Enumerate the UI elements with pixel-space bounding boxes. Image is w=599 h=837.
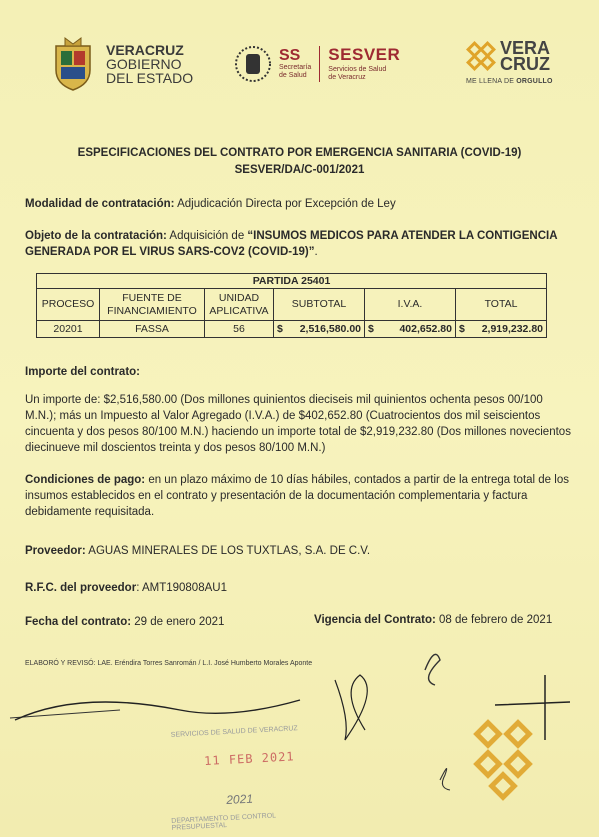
ss-sesver-logo (233, 44, 400, 84)
objeto-value-a: Adquisición de (166, 230, 248, 242)
col-proceso: PROCESO (37, 289, 100, 321)
condiciones-section (25, 472, 577, 520)
gov-name-line1: VERACRUZ (106, 42, 184, 58)
cell-total: $ 2,919,232.80 (456, 321, 547, 338)
table-row (37, 321, 547, 338)
proveedor-label: Proveedor: (25, 545, 86, 557)
vigencia-value: 08 de febrero de 2021 (435, 614, 553, 626)
ss-abbr: SS (279, 47, 301, 64)
gov-name-line2: GOBIERNO (106, 56, 182, 72)
stamp-year: 2021 (225, 791, 254, 808)
elaboro-footer: ELABORÓ Y REVISÓ: LAE. Eréndira Torres Sanromán / L.I. José Humberto Morales Aponte (25, 660, 313, 667)
objeto-value-c: . (314, 246, 318, 258)
modalidad-label: Modalidad de contratación: (25, 198, 175, 210)
sesver-line1: Servicios de Salud (328, 66, 387, 73)
sesver-line2: de Veracruz (328, 74, 366, 81)
partida-table (36, 273, 547, 338)
proveedor-value: AGUAS MINERALES DE LOS TUXTLAS, S.A. DE C.V. (85, 545, 371, 557)
importe-label: Importe del contrato: (25, 366, 141, 378)
vigencia-section (314, 612, 574, 628)
cell-fuente: FASSA (100, 321, 205, 338)
condiciones-label: Condiciones de pago: (25, 474, 146, 486)
fecha-section (25, 614, 305, 630)
contract-number: SESVER/DA/C-001/2021 (234, 164, 365, 176)
knot-watermark-icon (470, 716, 550, 806)
stamp-date: 11 FEB 2021 (203, 749, 295, 769)
brand-word-line2: CRUZ (500, 54, 550, 74)
reception-stamp (162, 716, 328, 834)
objeto-value-b: “INSUMOS MEDICOS PARA ATENDER LA CONTIGENCIA GENERADA POR EL VIRUS SARS-COV2 (COVID-19)” (25, 230, 558, 258)
ss-line2: de Salud (279, 72, 307, 79)
veracruz-brand-logo (466, 40, 553, 85)
ss-line1: Secretaría (279, 64, 312, 71)
knot-emblem-icon (466, 41, 496, 71)
fecha-value: 29 de enero 2021 (131, 616, 225, 628)
col-unidad: UNIDAD APLICATIVA (205, 289, 274, 321)
stamp-line-bottom: DEPARTAMENTO DE CONTROL PRESUPUESTAL (171, 812, 276, 832)
rfc-label: R.F.C. del proveedor (25, 582, 137, 594)
objeto-section (25, 228, 577, 260)
brand-word-line1: VERA (500, 38, 551, 58)
rfc-value: : AMT190808AU1 (136, 582, 227, 594)
cell-subtotal: $ 2,516,580.00 (274, 321, 365, 338)
cell-iva: $ 402,652.80 (365, 321, 456, 338)
modalidad-value: Adjudicación Directa por Excepción de Ley (174, 198, 396, 210)
objeto-label: Objeto de la contratación: (25, 230, 167, 242)
gov-name-line3: DEL ESTADO (106, 70, 194, 86)
col-total: TOTAL (456, 289, 547, 321)
modalidad-section (25, 196, 577, 212)
document-title: ESPECIFICACIONES DEL CONTRATO POR EMERGENCIA SANITARIA (COVID-19) (77, 147, 522, 159)
sesver-abbr: SESVER (328, 45, 401, 64)
logo-divider (319, 46, 320, 82)
importe-text: Un importe de: $2,516,580.00 (Dos millones quinientos dieciseis mil quinientos ochenta pesos 00/100 M.N.); más un Impuesto al Valor Agregado (I.V.A.) de $402,652.80 (Cuatrocientos dos mil seiscientos cincuenta y dos pesos 80/100 M.N.) haciendo un importe total de $2,919,232.80 (Dos millones novecientos diecinueve mil doscientos treinta y dos pesos 80/100 M.N.) (25, 394, 571, 454)
brand-slogan: ME LLENA DE ORGULLO (466, 78, 553, 85)
vigencia-label: Vigencia del Contrato: (314, 614, 436, 626)
stamp-line1: SERVICIOS DE SALUD DE VERACRUZ (170, 725, 298, 739)
partida-header: PARTIDA 25401 (37, 274, 547, 289)
col-subtotal: SUBTOTAL (274, 289, 365, 321)
veracruz-government-logo (50, 36, 193, 92)
proveedor-section (25, 543, 577, 559)
col-fuente: FUENTE DE FINANCIAMIENTO (100, 289, 205, 321)
cell-unidad: 56 (205, 321, 274, 338)
veracruz-seal-icon (50, 36, 96, 92)
rfc-section (25, 580, 577, 596)
condiciones-text: en un plazo máximo de 10 días hábiles, contados a partir de la entrega total de los insumos establecidos en el contrato y presentación de la documentación complementaria y factura debidamente requisitada. (25, 474, 569, 518)
fecha-label: Fecha del contrato: (25, 616, 132, 628)
ss-emblem-icon (233, 44, 273, 84)
cell-proceso: 20201 (37, 321, 100, 338)
col-iva: I.V.A. (365, 289, 456, 321)
